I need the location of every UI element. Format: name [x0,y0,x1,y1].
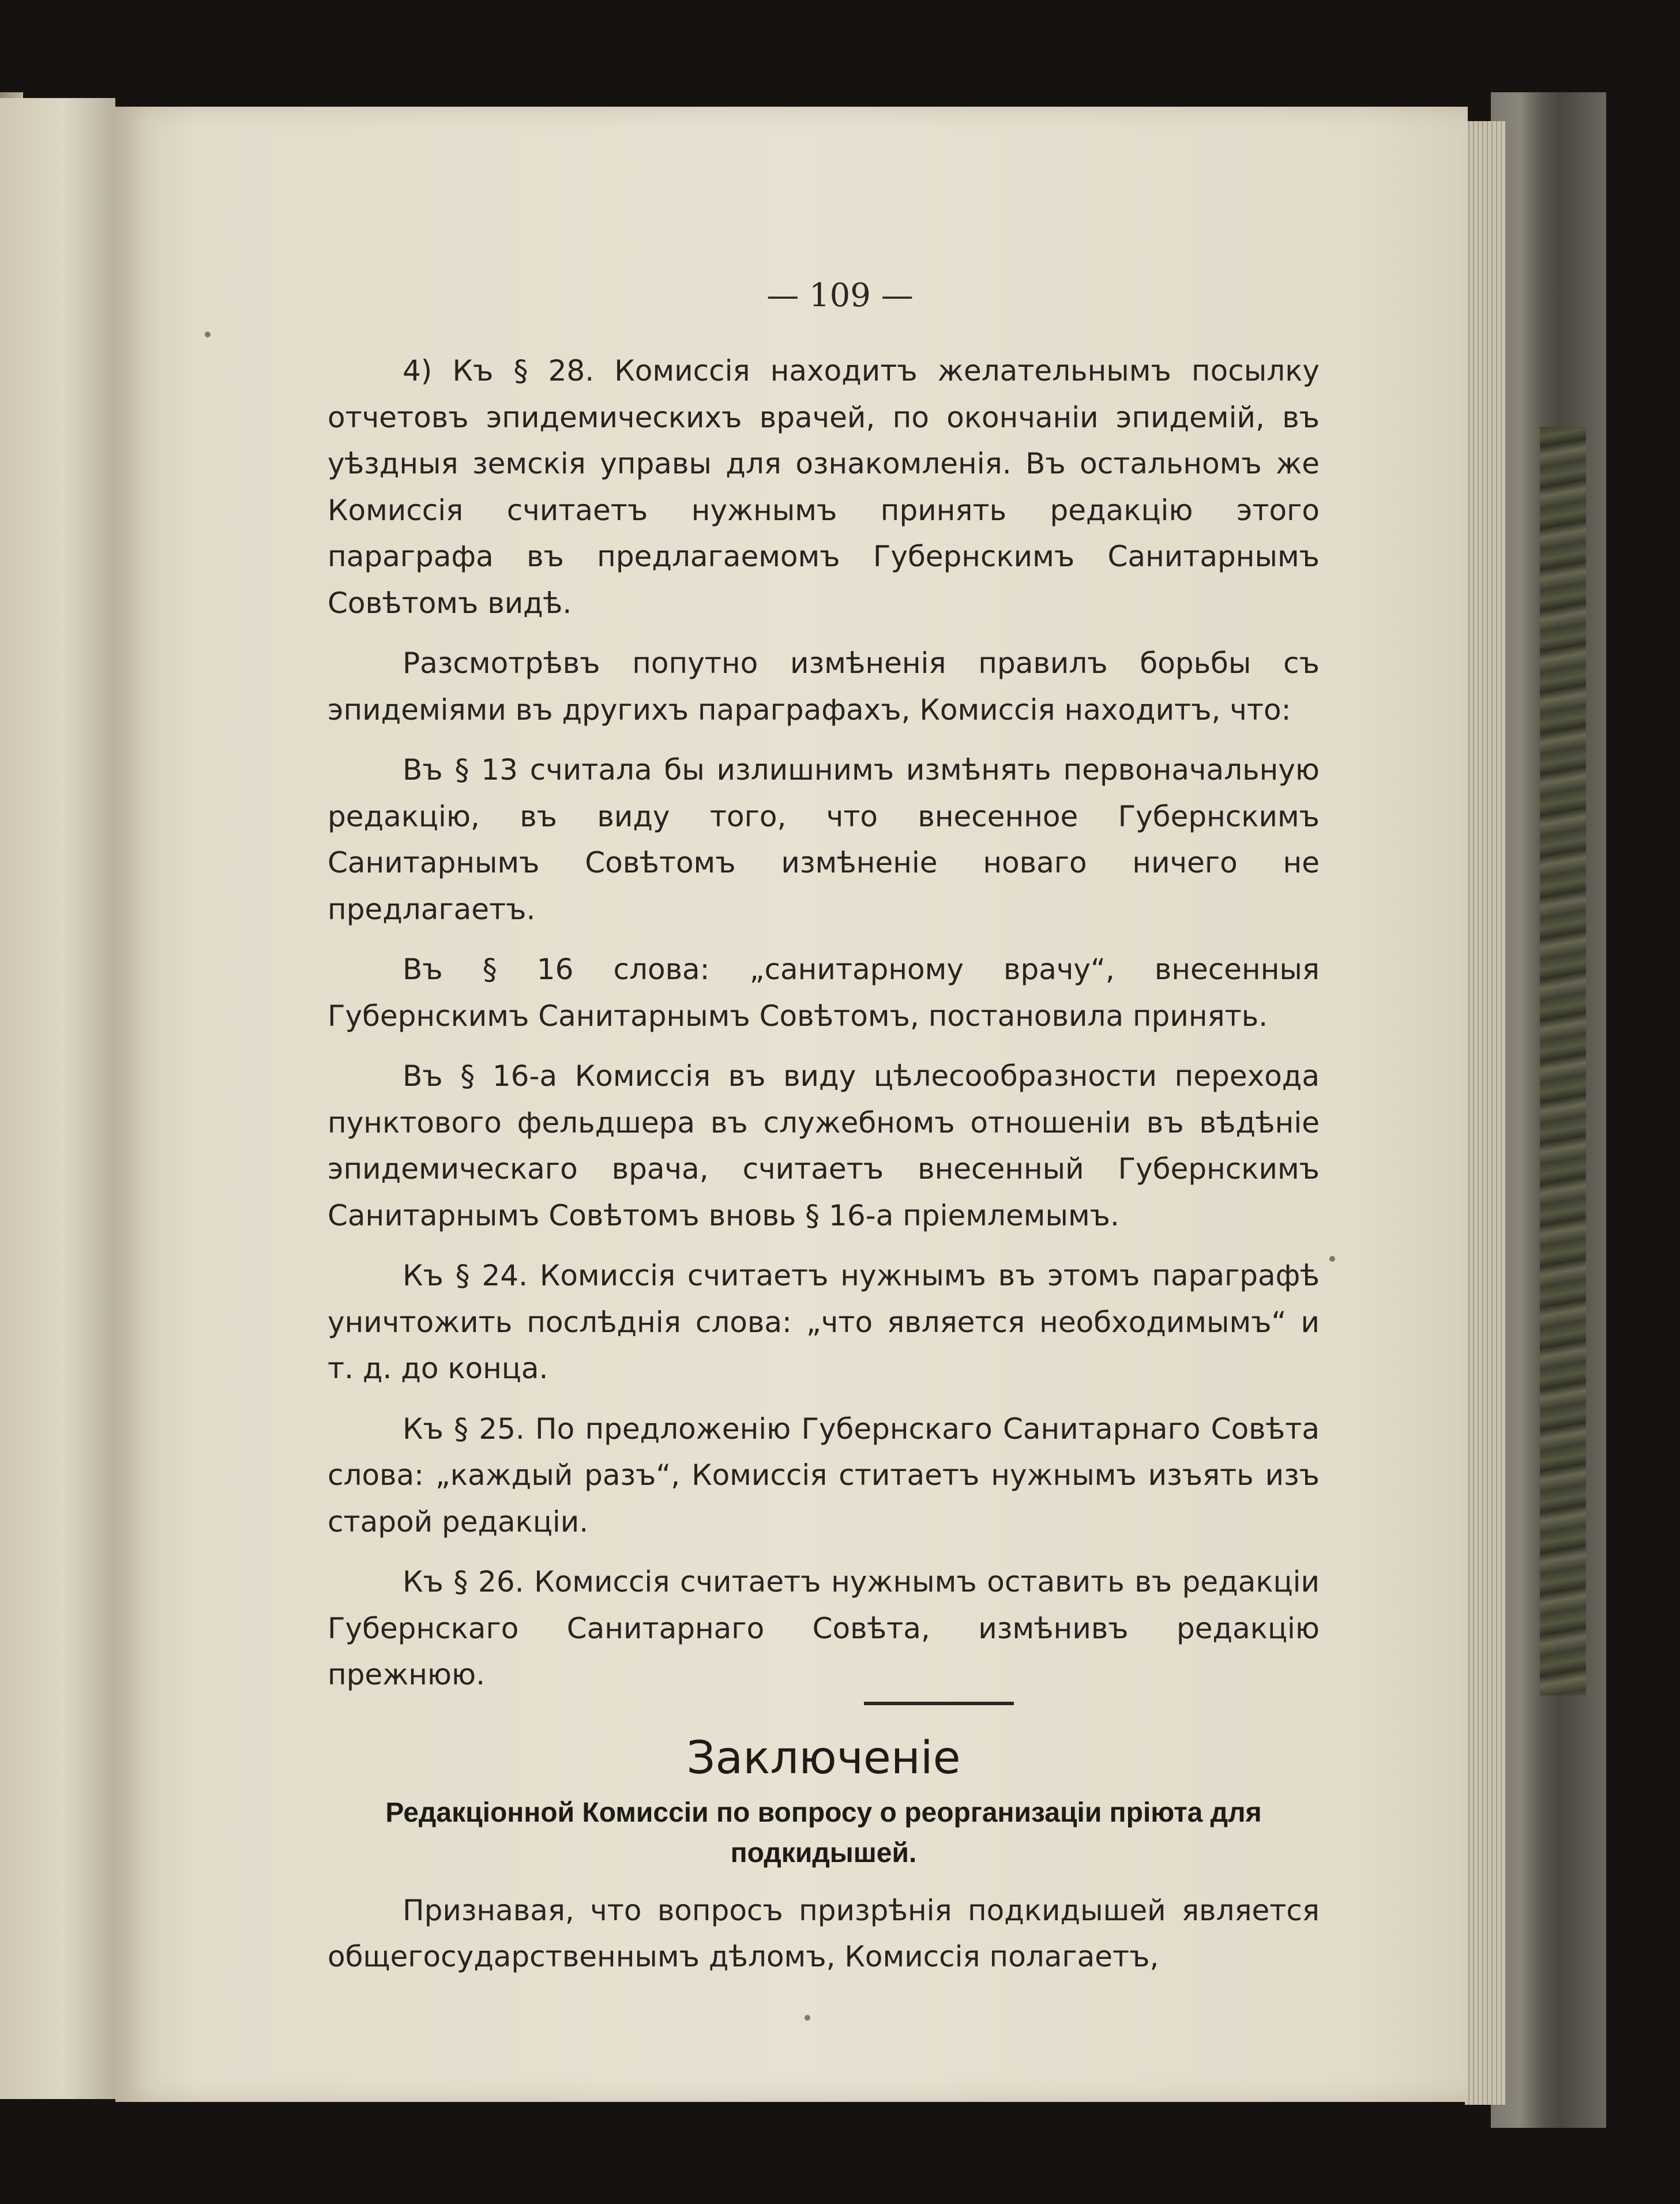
paragraph: Въ § 16 слова: „санитарному врачу“, внесенныя Губернскимъ Санитарнымъ Совѣтомъ, постановила принять. [328,953,1320,1033]
section-divider [864,1702,1014,1705]
paragraph: Разсмотрѣвъ попутно измѣненія правилъ борьбы съ эпидеміями въ другихъ параграфахъ, Комиссія находитъ, что: [328,646,1320,727]
facing-page-left [0,98,115,2099]
speck-mark [1329,1256,1335,1262]
speck-mark [205,332,211,337]
paragraph: Къ § 25. По предложенію Губернскаго Санитарнаго Совѣта слова: „каждый разъ“, Комиссія ститаетъ нужнымъ изъять изъ старой редакціи. [328,1412,1320,1539]
paragraph: Къ § 26. Комиссія считаетъ нужнымъ оставить въ редакціи Губернскаго Санитарнаго Совѣта, измѣнивъ редакцію прежнюю. [328,1565,1320,1691]
page-number: — 109 — [766,277,914,314]
section-subheading: Редакціонной Комиссіи по вопросу о реорганизаціи пріюта для подкидышей. [385,1797,1262,1868]
paragraph: Признавая, что вопросъ призрѣнія подкидышей является общегосударственнымъ дѣломъ, Комиссія полагаетъ, [328,1893,1320,1973]
page-edges [1465,121,1505,2105]
paragraph: Въ § 16-а Комиссія въ виду цѣлесообразности перехода пунктового фельдшера въ служебномъ отношеніи въ вѣдѣніе эпидемическаго врача, считаетъ внесенный Губернскимъ Санитарнымъ Совѣтомъ вновь § 16-а пріемлемымъ. [328,1059,1320,1232]
section-heading: Заключеніе [686,1732,961,1784]
marbled-binding-band [1540,427,1586,1695]
page-body [328,348,1320,1994]
speck-mark [805,2015,810,2021]
paragraph: Къ § 24. Комиссія считаетъ нужнымъ въ этомъ параграфѣ уничтожить послѣднія слова: „что является необходимымъ“ и т. д. до конца. [328,1259,1320,1385]
paragraph: 4) Къ § 28. Комиссія находитъ желательнымъ посылку отчетовъ эпидемическихъ врачей, по окончаніи эпидемій, въ уѣздныя земскія управы для ознакомленія. Въ остальномъ же Комиссія считаетъ нужнымъ принять редакцію этого параграфа въ предлагаемомъ Губернскимъ Санитарнымъ Совѣтомъ видѣ. [328,354,1320,620]
paragraph: Въ § 13 считала бы излишнимъ измѣнять первоначальную редакцію, въ виду того, что внесенное Губернскимъ Санитарнымъ Совѣтомъ измѣненіе новаго ничего не предлагаетъ. [328,753,1320,926]
